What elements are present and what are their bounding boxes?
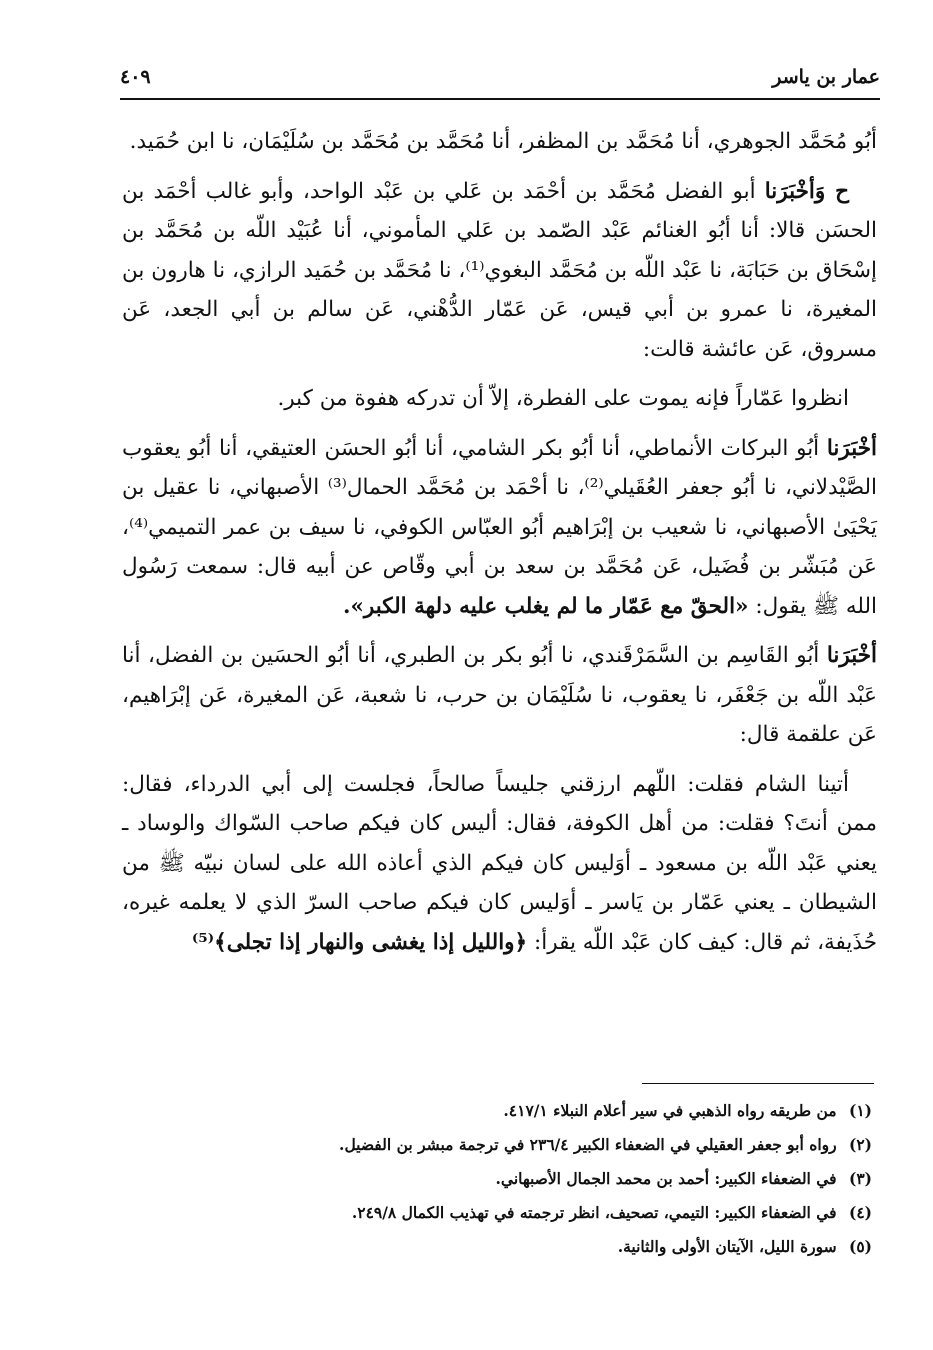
footnote-5: (٥) سورة الليل، الآيتان الأولى والثانية. <box>617 1237 872 1256</box>
page-number: ٤٠٩ <box>120 66 151 88</box>
footnote-1: (١) من طريقه رواه الذهبي في سير أعلام النبلاء ٤١٧/١. <box>503 1101 872 1120</box>
footnote-4: (٤) في الضعفاء الكبير: التيمي، تصحيف، انظر ترجمته في تهذيب الكمال ٢٤٩/٨. <box>351 1203 872 1222</box>
paragraph-3: انظروا عَمّاراً فإنه يموت على الفطرة، إلاّ أن تدركه هفوة من كبر. <box>277 386 849 411</box>
footnotes <box>150 1094 872 1264</box>
header-rule <box>120 98 880 100</box>
main-text <box>122 122 877 972</box>
paragraph-2: ح وَأخْبَرَنا أبو الفضل مُحَمَّد بن أحْمَد بن عَلي بن عَبْد الواحد، وأبو غالب أحْمَد بن الحسَن قالا: أنا أبُو الغنائم عَبْد الصّمد بن عَلي المأموني، أنا عُبَيْد اللّه بن مُحَمَّد بن إسْحَاق بن حَبَابَة، نا عَبْد اللّه بن مُحَمَّد البغوي⁽¹⁾، نا مُحَمَّد بن حُمَيد الرازي، نا هارون بن المغيرة، نا عمرو بن أبي قيس، عَن عَمّار الدُّهْني، عَن سالم بن أبي الجعد، عَن مسروق، عَن عائشة قالت: <box>122 178 877 362</box>
isnad-lead: ح وَأخْبَرَنا <box>764 178 849 204</box>
quran-quote: ﴿والليل إذا يغشى والنهار إذا تجلى﴾⁽⁵⁾ <box>191 929 528 955</box>
paragraph-6: أتينا الشام فقلت: اللّهم ارزقني جليساً صالحاً، فجلست إلى أبي الدرداء، فقال: ممن أنتَ؟ فقلت: من أهل الكوفة، فقال: أليس كان فيكم صاحب السّواك والوساد ـ يعني عَبْد اللّه بن مسعود ـ أوَليس كان فيكم الذي أعاذه الله على لسان نبيّه ﷺ من الشيطان ـ يعني عَمّار بن يَاسر ـ أوَليس كان فيكم صاحب السرّ الذي لا يعلمه غيره، حُذَيفة، ثم قال: كيف كان عَبْد اللّه يقرأ: ﴿والليل إذا يغشى والنهار إذا تجلى﴾⁽⁵⁾ <box>122 771 877 955</box>
hadith-quote: «الحقّ مع عَمّار ما لم يغلب عليه دلهة الكبر». <box>342 593 749 619</box>
footnote-3: (٣) في الضعفاء الكبير: أحمد بن محمد الجمال الأصبهاني. <box>495 1169 872 1188</box>
page-header <box>120 58 880 98</box>
footnote-2: (٢) رواه أبو جعفر العقيلي في الضعفاء الكبير ٢٣٦/٤ في ترجمة مبشر بن الفضيل. <box>339 1135 872 1154</box>
running-title: عمار بن ياسر <box>772 66 880 88</box>
paragraph-5: أخْبَرَنا أبُو القَاسِم بن السَّمَرْقَندي، نا أبُو بكر بن الطبري، أنا أبُو الحسَين بن الفضل، أنا عَبْد اللّه بن جَعْفَر، نا يعقوب، نا سُلَيْمَان بن حرب، نا شعبة، عَن المغيرة، عَن إبْرَاهيم، عَن علقمة قال: <box>122 643 878 747</box>
isnad-lead: أخْبَرَنا <box>826 435 877 461</box>
isnad-lead: أخْبَرَنا <box>826 643 878 668</box>
footnote-rule <box>642 1083 874 1084</box>
paragraph-4: أخْبَرَنا أبُو البركات الأنماطي، أنا أبُو بكر الشامي، أنا أبُو الحسَن العتيقي، أنا أبُو يعقوب الصَّيْدلاني، نا أبُو جعفر العُقَيلي⁽²⁾، نا أحْمَد بن مُحَمَّد الحمال⁽³⁾ الأصبهاني، نا عقيل بن يَحْيَىٰ الأصبهاني، نا شعيب بن إبْرَاهيم أبُو العبّاس الكوفي، نا سيف بن عمر التميمي⁽⁴⁾، عَن مُبَشّر بن فُضَيل، عَن مُحَمَّد بن سعد بن أبي وقّاص عن أبيه قال: سمعت رَسُول الله ﷺ يقول: «الحقّ مع عَمّار ما لم يغلب عليه دلهة الكبر». <box>122 435 878 619</box>
paragraph-1: أبُو مُحَمَّد الجوهري، أنا مُحَمَّد بن المظفر، أنا مُحَمَّد بن مُحَمَّد بن سُلَيْمَان، نا ابن حُمَيد. <box>129 129 877 154</box>
